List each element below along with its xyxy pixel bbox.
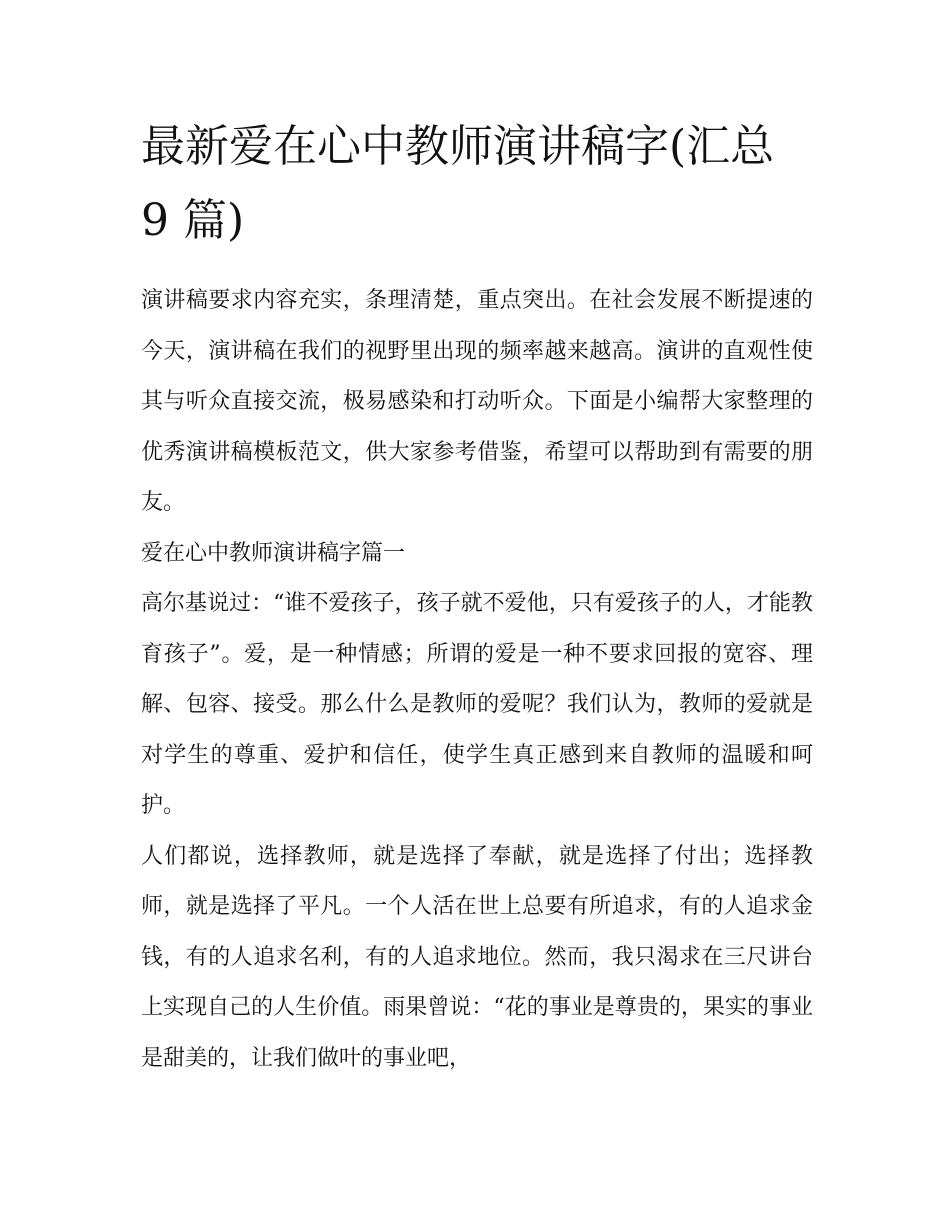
document-title: 最新爱在心中教师演讲稿字(汇总 9 篇) — [141, 121, 775, 246]
body-paragraph-1: 高尔基说过：“谁不爱孩子，孩子就不爱他，只有爱孩子的人，才能教育孩子”。爱，是一种情感；所谓的爱是一种不要求回报的宽容、理解、包容、接受。那么什么是教师的爱呢？我们认为，教师的爱就是对学生的尊重、爱护和信任，使学生真正感到来自教师的温暖和呵护。 — [141, 591, 813, 818]
body-paragraph-2: 人们都说，选择教师，就是选择了奉献，就是选择了付出；选择教师，就是选择了平凡。一个人活在世上总要有所追求，有的人追求金钱，有的人追求名利，有的人追求地位。然而，我只渴求在三尺讲台上实现自己的人生价值。雨果曾说：“花的事业是尊贵的，果实的事业是甜美的，让我们做叶的事业吧， — [141, 843, 813, 1071]
intro-paragraph: 演讲稿要求内容充实，条理清楚，重点突出。在社会发展不断提速的今天，演讲稿在我们的视野里出现的频率越来越高。演讲的直观性使其与听众直接交流，极易感染和打动听众。下面是小编帮大家整理的优秀演讲稿模板范文，供大家参考借鉴，希望可以帮助到有需要的朋友。 — [141, 288, 813, 515]
section-heading: 爱在心中教师演讲稿字篇一 — [141, 540, 406, 566]
document-page — [141, 110, 813, 1084]
